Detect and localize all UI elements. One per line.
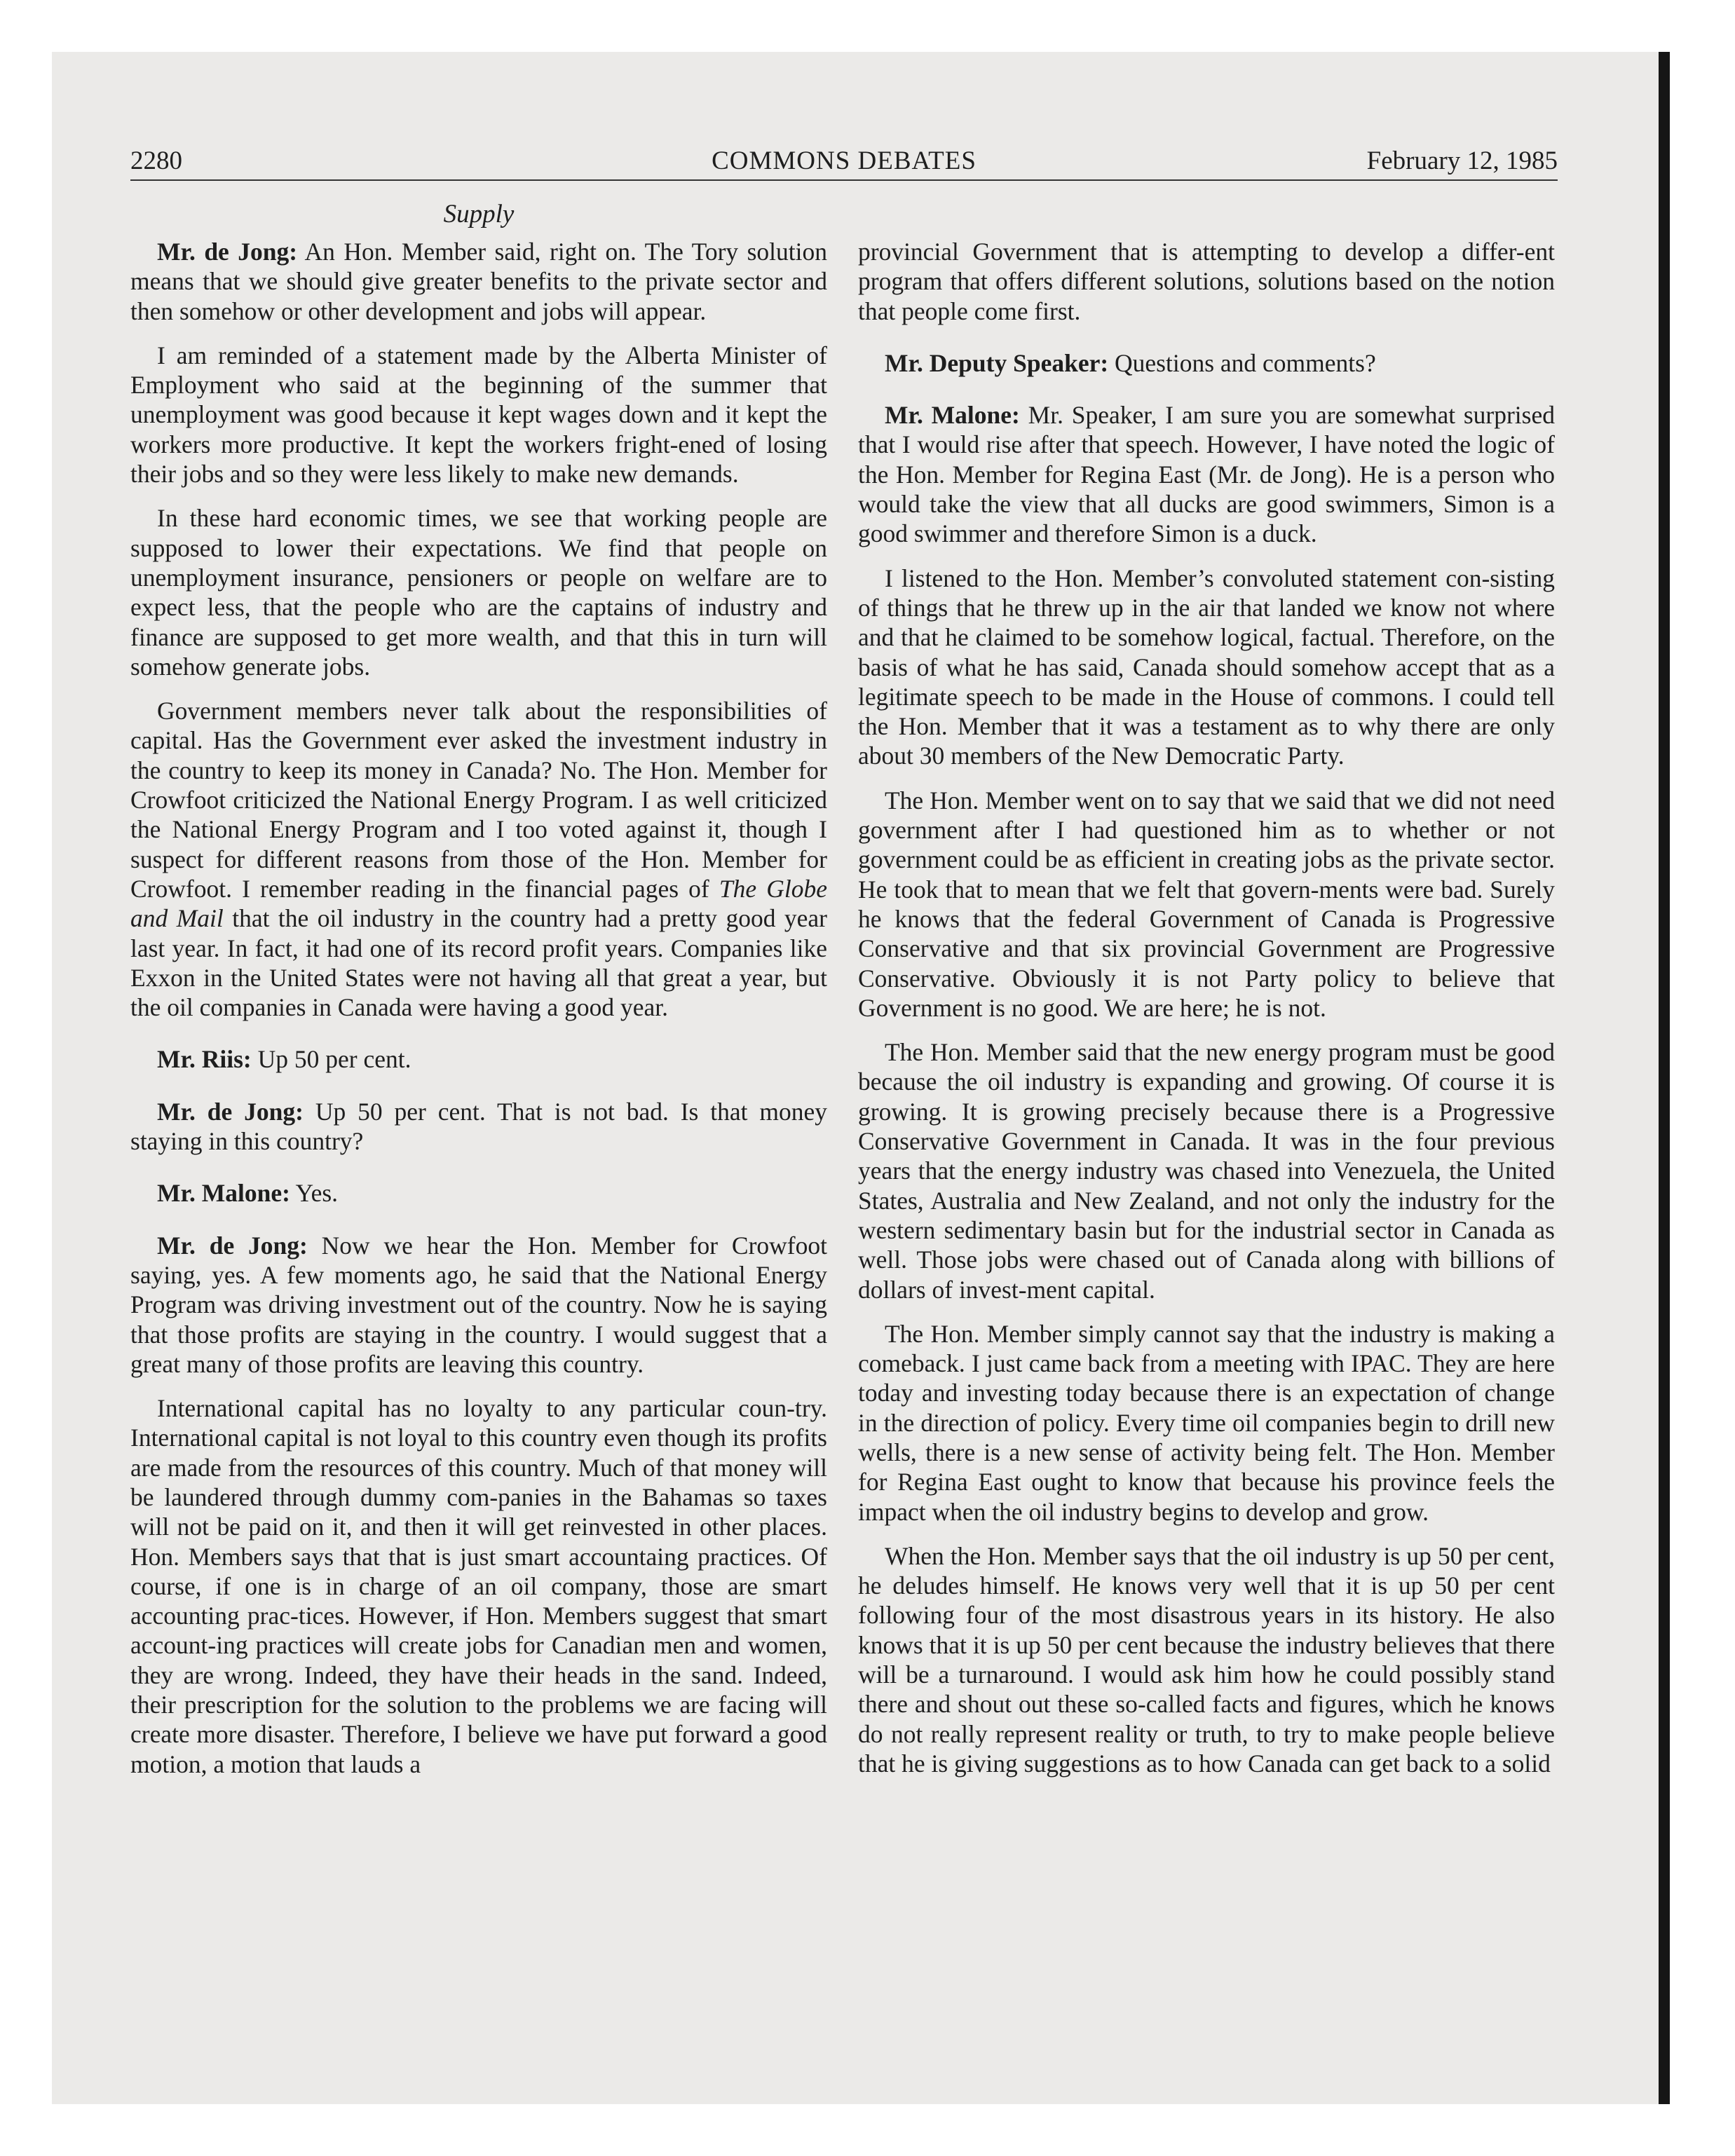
speaker-name: Mr. de Jong: <box>157 1231 308 1260</box>
paragraph <box>858 564 1555 771</box>
scan-edge-bar <box>1659 52 1670 2104</box>
paragraph-text: Questions and comments? <box>1108 348 1376 377</box>
right-column <box>858 237 1555 1793</box>
speaker-name: Mr. de Jong: <box>157 1097 304 1126</box>
paragraph <box>858 1541 1555 1778</box>
speaker-name: Mr. Malone: <box>157 1179 290 1208</box>
paragraph <box>130 237 827 326</box>
section-title: Supply <box>443 200 515 228</box>
paragraph-text: I listened to the Hon. Member’s convoluted statement con-sisting of things that he threw up in the air that landed we know not where and that he claimed to be somehow logical, factual. Therefore, on the basis of what he has said, Canada should somehow accept that as a legitimate speech to be made in the House of commons. I could tell the Hon. Member that it was a testament as to why there are only about 30 members of the New Democratic Party. <box>858 564 1555 770</box>
header-rule <box>130 179 1558 181</box>
paragraph <box>858 237 1555 326</box>
paragraph <box>130 341 827 489</box>
paragraph <box>858 1319 1555 1527</box>
publication-title: COMMONS DEBATES <box>712 146 977 175</box>
paragraph-text: The Hon. Member went on to say that we said that we did not need government after I had questioned him as to whether or not government could be as efficient in creating jobs as the private sector. He took that to mean that we felt that govern-ments were bad. Surely he knows that the federal Government of Canada is Progressive Conservative and that six provincial Government are Progressive Conservative. Obviously it is not Party policy to believe that Government is no good. We are here; he is not. <box>858 786 1555 1022</box>
paragraph-text: The Hon. Member said that the new energy program must be good because the oil industry is expanding and growing. Of course it is growing. It is growing precisely because there is a Progressive Conservative Government in Canada. It was in the four previous years that the energy industry was chased into Venezuela, the United States, Australia and New Zealand, and not only the industry for the western sedimentary basin but for the industrial sector in Canada as well. Those jobs were chased out of Canada along with billions of dollars of invest-ment capital. <box>858 1038 1555 1304</box>
paragraph-text: I am reminded of a statement made by the Alberta Minister of Employment who said at the beginning of the summer that unemployment was good because it kept wages down and it kept the workers more productive. It kept the workers fright-ened of losing their jobs and so they were less likely to make new demands. <box>130 341 827 489</box>
left-column <box>130 237 827 1794</box>
paragraph-text: Government members never talk about the responsibilities of capital. Has the Government ever asked the investment industry in the country to keep its money in Canada? No. The Hon. Member for Crowfoot criticized the National Energy Program. I as well criticized the National Energy Program and I too voted against it, though I suspect for different reasons from those of the Hon. Member for Crowfoot. I remember reading in the financial pages of <box>130 697 827 903</box>
paragraph <box>130 1044 827 1074</box>
paragraph <box>858 786 1555 1023</box>
paragraph-text: International capital has no loyalty to any particular coun-try. International capital is not loyal to this country even though its profits are made from the resources of this country. Much of that money will be laundered through dummy com-panies in the Bahamas so taxes will not be paid on it, and then it will get reinvested in other places. Hon. Members says that that is just smart accountaing practices. Of course, if one is in charge of an oil company, those are smart accounting prac-tices. However, if Hon. Members suggest that smart account-ing practices will create jobs for Canadian men and women, they are wrong. Indeed, they have their heads in the sand. Indeed, their prescription for the solution to the problems we are facing will create more disaster. Therefore, I believe we have put forward a good motion, a motion that lauds a <box>130 1394 827 1778</box>
speaker-name: Mr. Riis: <box>157 1045 252 1074</box>
paragraph <box>130 696 827 1022</box>
paragraph-text: In these hard economic times, we see that working people are supposed to lower their expectations. We find that people on unemployment insurance, pensioners or people on welfare are to expect less, that the people who are the captains of industry and finance are supposed to get more wealth, and that this in turn will somehow generate jobs. <box>130 504 827 681</box>
paragraph <box>130 1393 827 1779</box>
paragraph-text: An Hon. Member said, right on. The Tory solution means that we should give greater benefits to the private sector and then somehow or other development and jobs will appear. <box>130 238 827 325</box>
paragraph-text: Up 50 per cent. That is not bad. Is that money staying in this country? <box>130 1097 827 1156</box>
speaker-name: Mr. de Jong: <box>157 238 298 266</box>
page-number: 2280 <box>130 146 182 175</box>
paragraph-text: Mr. Speaker, I am sure you are somewhat surprised that I would rise after that speech. However, I have noted the logic of the Hon. Member for Regina East (Mr. de Jong). He is a person who would take the view that all ducks are good swimmers, Simon is a good swimmer and therefore Simon is a duck. <box>858 401 1555 548</box>
paragraph-text: Now we hear the Hon. Member for Crowfoot saying, yes. A few moments ago, he said that the National Energy Program was driving investment out of the country. Now he is saying that those profits are staying in the country. I would suggest that a great many of those profits are leaving this country. <box>130 1231 827 1378</box>
speaker-name: Mr. Malone: <box>885 401 1020 430</box>
publication-date: February 12, 1985 <box>1366 146 1558 175</box>
paragraph <box>130 1231 827 1379</box>
paragraph <box>858 1037 1555 1304</box>
speaker-name: Mr. Deputy Speaker: <box>885 348 1109 377</box>
paragraph-text: When the Hon. Member says that the oil industry is up 50 per cent, he deludes himself. He knows very well that it is up 50 per cent following four of the most disastrous years in its history. He also knows that it is up 50 per cent because the industry believes that there will be a turnaround. I would ask him how he could possibly stand there and shout out these so-called facts and figures, which he knows do not really represent reality or truth, to try to make people believe that he is giving suggestions as to how Canada can get back to a solid <box>858 1541 1555 1778</box>
paragraph <box>130 1097 827 1157</box>
paragraph-text: Yes. <box>290 1179 339 1208</box>
paragraph-text: provincial Government that is attempting to develop a differ-ent program that offers different solutions, solutions based on the notion that people come first. <box>858 238 1555 325</box>
newspaper-title: The Globe and Mail <box>130 874 827 933</box>
paragraph <box>130 503 827 681</box>
page-header <box>130 146 1558 177</box>
paragraph <box>858 400 1555 548</box>
paragraph-text: The Hon. Member simply cannot say that the industry is making a comeback. I just came back from a meeting with IPAC. They are here today and investing today because there is an expectation of change in the direction of policy. Every time oil companies begin to drill new wells, there is a new sense of activity being felt. The Hon. Member for Regina East ought to know that because his province feels the impact when the oil industry begins to develop and grow. <box>858 1319 1555 1526</box>
paragraph-text: Up 50 per cent. <box>251 1045 411 1074</box>
paragraph-text: that the oil industry in the country had a pretty good year last year. In fact, it had one of its record profit years. Companies like Exxon in the United States were not having all that great a year, but the oil companies in Canada were having a good year. <box>130 904 827 1022</box>
paragraph <box>858 348 1555 378</box>
paragraph <box>130 1178 827 1208</box>
